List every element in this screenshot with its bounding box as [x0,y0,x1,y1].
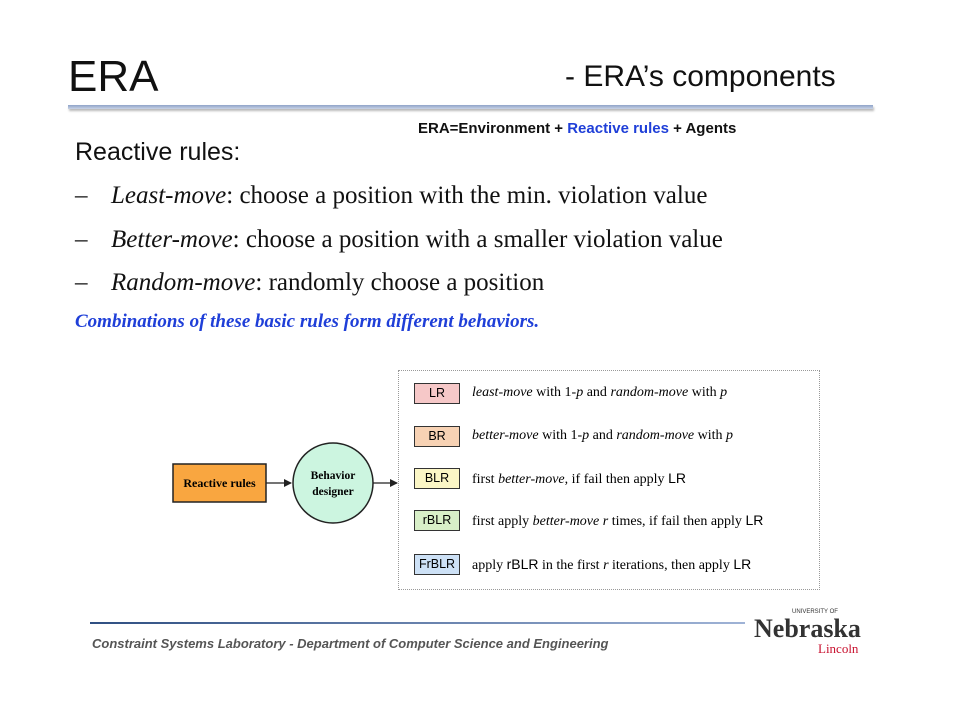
logo-sub-text: Lincoln [818,641,859,656]
description-fragment: first [472,472,499,487]
description-fragment: with 1- [538,428,583,443]
bullet-dash: – [75,226,88,253]
behavior-description-frblr [472,556,751,574]
era-definition-prefix: ERA=Environment + [418,120,568,137]
description-fragment: rBLR [506,556,539,572]
behavior-description-blr [472,470,686,488]
logo-top-text: UNIVERSITY OF [792,609,838,615]
description-fragment: and [589,428,617,443]
bullet-text: : choose a position with a smaller violation value [232,226,723,253]
reactive-rules-box-label: Reactive rules [183,476,256,490]
behavior-tag-rblr: rBLR [414,510,460,531]
description-fragment: first apply [472,514,533,529]
behavior-description-lr [472,385,727,401]
reactive-rules-heading: Reactive rules: [75,138,241,166]
description-fragment: better-move r [532,514,609,529]
bullet-text: : choose a position with the min. violation value [226,182,708,209]
bullet-text: : randomly choose a position [255,269,545,296]
description-fragment: apply [472,558,507,573]
behavior-designer-label-1: Behavior [310,470,356,482]
description-fragment: random-move [616,428,695,443]
behavior-designer-node [293,443,373,523]
description-fragment: least-move [472,385,533,400]
description-fragment: in the first [538,558,604,573]
description-fragment: better-move [472,428,539,443]
description-fragment: times, if fail then apply [608,514,746,529]
footer-divider [90,622,745,624]
logo-main-text: Nebraska [754,614,861,643]
combinations-note: Combinations of these basic rules form different behaviors. [75,311,540,332]
university-logo [752,605,864,657]
behavior-designer-label-2: designer [312,486,354,498]
bullet-dash: – [75,182,88,209]
description-fragment: , if fail then apply [564,472,669,487]
description-fragment: better-move [498,472,565,487]
description-fragment: p [576,385,584,400]
description-fragment: and [583,385,611,400]
description-fragment: with [694,428,727,443]
description-fragment: LR [733,556,752,572]
bullet-term: Random-move [111,269,256,296]
description-fragment: LR [745,512,764,528]
description-fragment: LR [668,470,686,486]
description-fragment: p [582,428,590,443]
description-fragment: p [720,385,728,400]
bullet-term: Least-move [111,182,227,209]
era-definition-suffix: + Agents [668,120,737,137]
slide-subtitle: - ERA’s components [565,60,836,93]
description-fragment: iterations, then apply [608,558,734,573]
bullet-dash: – [75,269,88,296]
behavior-tag-frblr: FrBLR [414,554,460,575]
footer-text: Constraint Systems Laboratory - Department of Computer Science and Engineering [92,636,609,651]
description-fragment: r [603,558,609,573]
description-fragment: random-move [610,385,689,400]
behavior-tag-br: BR [414,426,460,447]
behavior-tag-blr: BLR [414,468,460,489]
behavior-description-br [472,428,733,444]
slide-title: ERA [68,52,159,101]
description-fragment: with 1- [532,385,577,400]
bullet-term: Better-move [111,226,233,253]
description-fragment: p [726,428,734,443]
behavior-description-rblr [472,512,763,530]
era-definition-highlight: Reactive rules [567,120,669,137]
behavior-tag-lr: LR [414,383,460,404]
description-fragment: with [688,385,721,400]
